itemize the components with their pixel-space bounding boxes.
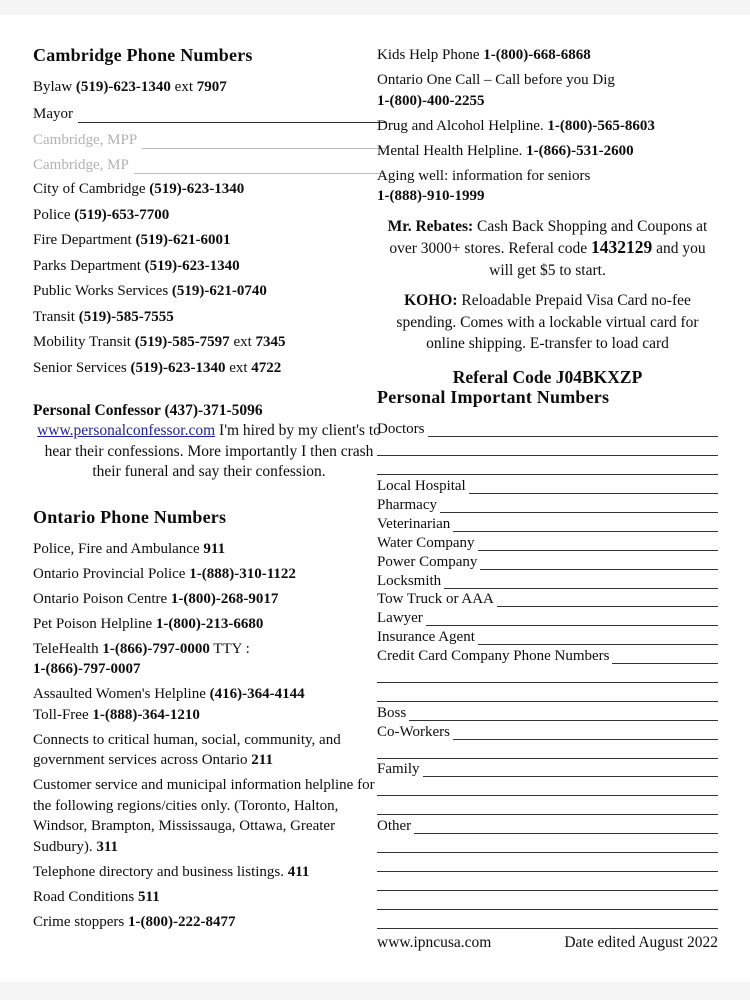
phone-entry: [33, 230, 385, 251]
personal-fill-label: Credit Card Company Phone Numbers: [377, 648, 610, 665]
footer-date: Date edited August 2022: [564, 933, 718, 951]
phone-number: (519)-621-0740: [171, 283, 267, 299]
helpline-phone-list: [377, 45, 718, 207]
personal-blank-line: [377, 796, 718, 815]
phone-number: (519)-623-1340: [75, 79, 171, 95]
fill-in-line: [612, 646, 718, 664]
personal-confessor-ad: [33, 400, 385, 483]
fill-in-line: [78, 106, 385, 123]
phone-number: 1-(800)-268-9017: [170, 590, 279, 607]
personal-fill-label: Tow Truck or AAA: [377, 591, 494, 608]
personal-confessor-heading: Personal Confessor (437)-371-5096: [33, 402, 263, 419]
phone-number: 1-(800)-222-8477: [128, 913, 236, 930]
entry-text: Bylaw: [33, 79, 76, 95]
entry-text: TeleHealth: [33, 640, 103, 657]
entry-text: Parks Department: [33, 257, 145, 274]
entry-text: Drug and Alcohol Helpline.: [377, 117, 548, 134]
entry-line: [33, 659, 385, 680]
entry-text: Police, Fire and Ambulance: [33, 540, 204, 557]
mr-rebates-promo: [377, 216, 718, 282]
personal-fill-label: Insurance Agent: [377, 629, 475, 646]
fill-in-line: [377, 854, 718, 872]
entry-line: [377, 166, 718, 187]
personal-fill-row: [377, 419, 718, 438]
phone-number: 1-(888)-910-1999: [377, 188, 485, 204]
personal-fill-row: [377, 513, 718, 532]
fill-in-line: [478, 533, 718, 551]
phone-number: 1-(866)-797-0000: [102, 640, 210, 657]
background-band-top: [0, 0, 750, 15]
fill-in-line: [480, 552, 718, 570]
footer-website: www.ipncusa.com: [377, 933, 492, 951]
fill-in-line: [469, 476, 718, 494]
personal-blank-line: [377, 853, 718, 872]
personal-blank-line: [377, 777, 718, 796]
personal-blank-line: [377, 456, 718, 475]
entry-line: [377, 70, 718, 91]
entry-text: Ontario Provincial Police: [33, 565, 190, 582]
personal-fill-label: Local Hospital: [377, 478, 466, 495]
personal-confessor-link[interactable]: www.personalconfessor.com: [37, 422, 216, 439]
entry-line: [33, 230, 385, 251]
phone-number: KOHO:: [404, 292, 458, 309]
phone-number: (519)-585-7597: [134, 334, 230, 350]
personal-numbers-title: Personal Important Numbers: [377, 386, 610, 407]
personal-blank-line: [377, 683, 718, 702]
ontario-phone-list: [33, 539, 385, 933]
phone-number: 411: [287, 863, 310, 880]
entry-line: [33, 179, 385, 200]
entry-text: City of Cambridge: [33, 181, 150, 197]
personal-fill-label: Water Company: [377, 534, 475, 551]
entry-text: Crime stoppers: [33, 913, 128, 930]
entry-text: Telephone directory and business listings.: [33, 863, 288, 880]
phone-number: 511: [138, 888, 160, 905]
phone-entry: [33, 564, 385, 585]
entry-line: [33, 912, 385, 933]
fill-in-line: [377, 457, 718, 475]
phone-number: 7907: [196, 79, 227, 95]
entry-line: [33, 564, 385, 585]
entry-text: Mobility Transit: [33, 334, 135, 350]
fill-in-line: [142, 132, 385, 149]
entry-line: [33, 614, 385, 635]
fill-in-label: Cambridge, MPP: [33, 131, 138, 148]
fill-in-line: [377, 835, 718, 853]
entry-text: and you will get $5 to start.: [489, 240, 706, 279]
phone-number: 1-(800)-213-6680: [155, 615, 264, 632]
personal-blank-line: [377, 740, 718, 759]
phone-entry: [33, 730, 385, 771]
entry-text: Road Conditions: [33, 888, 139, 905]
personal-fill-row: [377, 532, 718, 551]
personal-fill-row: [377, 494, 718, 513]
entry-text: Reloadable Prepaid Visa Card no-fee spending. Comes with a lockable virtual card for online shipping. E-transfer to load card: [396, 292, 699, 352]
phone-number: 4722: [251, 359, 282, 376]
entry-line: [377, 141, 718, 162]
phone-number: 7345: [255, 334, 286, 350]
phone-number: (519)-585-7555: [78, 308, 174, 325]
entry-text: Ontario Poison Centre: [33, 590, 171, 607]
entry-text: Pet Poison Helpline: [33, 615, 156, 632]
entry-text: Connects to critical human, social, community, and government services across Ontario: [33, 731, 341, 768]
entry-line: [33, 281, 385, 302]
personal-fill-label: Boss: [377, 704, 407, 721]
fill-in-label: Mayor: [33, 106, 73, 122]
phone-entry: [33, 862, 385, 883]
entry-line: [377, 116, 718, 137]
entry-text: Mental Health Helpline.: [377, 142, 527, 159]
entry-line: [33, 862, 385, 883]
personal-fill-row: [377, 645, 718, 664]
entry-text: Transit: [33, 308, 79, 325]
fill-in-line: [377, 873, 718, 891]
personal-fill-row: [377, 570, 718, 589]
phone-entry: [33, 887, 385, 908]
phone-number: (519)-621-6001: [135, 232, 231, 248]
personal-fill-label: Lawyer: [377, 610, 423, 627]
fill-in-line: [377, 684, 718, 702]
phone-entry: [33, 639, 385, 680]
entry-text: Customer service and municipal information helpline for the following regions/cities only. (Toronto, Halton, Windsor, Brampton, Mississauga, Ottawa, Greater Sudbury).: [33, 777, 375, 855]
entry-text: Toll-Free: [33, 706, 93, 723]
personal-fill-label: Locksmith: [377, 572, 442, 589]
fill-in-row: [33, 154, 385, 175]
phone-number: (519)-623-1340: [144, 257, 240, 274]
fill-in-line: [377, 665, 718, 683]
phone-entry: [377, 166, 718, 207]
personal-fill-row: [377, 607, 718, 626]
entry-line: [33, 684, 385, 705]
right-column: [377, 45, 718, 953]
entry-line: [33, 705, 385, 726]
entry-line: [377, 45, 718, 66]
fill-in-line: [414, 816, 718, 834]
entry-text: Senior Services: [33, 359, 131, 376]
personal-fill-label: Co-Workers: [377, 723, 450, 740]
entry-text: Cash Back Shopping and Coupons at over 3000+ stores. Referal code: [389, 217, 708, 257]
phone-entry: [33, 332, 385, 353]
fill-in-line: [497, 589, 718, 607]
entry-line: [33, 887, 385, 908]
entry-line: [33, 639, 385, 660]
phone-number: Mr. Rebates:: [387, 217, 474, 235]
phone-number: 311: [96, 838, 119, 855]
fill-in-line: [409, 703, 718, 721]
fill-in-line: [428, 419, 719, 437]
phone-entry: [377, 116, 718, 137]
personal-fill-label: Pharmacy: [377, 496, 437, 513]
phone-entry: [33, 281, 385, 302]
fill-in-label: Cambridge, MP: [33, 157, 129, 173]
entry-line: [377, 91, 718, 112]
entry-text: Ontario One Call – Call before you Dig: [377, 72, 615, 88]
entry-text: Police: [33, 206, 75, 223]
personal-fill-row: [377, 815, 718, 834]
phone-number: 911: [203, 540, 226, 557]
phone-entry: [33, 912, 385, 933]
phone-number: (519)-653-7700: [74, 206, 170, 223]
entry-text: Kids Help Phone: [377, 47, 484, 63]
entry-line: [33, 775, 385, 857]
phone-entry: [33, 614, 385, 635]
personal-fill-row: [377, 551, 718, 570]
fill-in-line: [440, 495, 718, 513]
entry-text: ext: [225, 359, 252, 376]
personal-fill-label: Power Company: [377, 553, 478, 570]
personal-fill-row: [377, 759, 718, 778]
entry-text: ext: [170, 79, 197, 95]
entry-line: [33, 539, 385, 560]
phone-number: 1-(866)-531-2600: [526, 142, 634, 159]
background-band-bottom: [0, 982, 750, 1000]
cambridge-section-title: Cambridge Phone Numbers: [33, 45, 253, 65]
cambridge-phone-list: [33, 77, 385, 378]
phone-entry: [33, 179, 385, 200]
personal-blank-line: [377, 437, 718, 456]
entry-line: [33, 205, 385, 226]
phone-number: 1-(888)-364-1210: [92, 706, 200, 723]
entry-text: TTY :: [209, 640, 250, 657]
phone-entry: [377, 45, 718, 66]
phone-number: (519)-623-1340: [130, 359, 226, 376]
entry-line: [33, 358, 385, 379]
phone-number: (416)-364-4144: [209, 686, 305, 702]
personal-fill-row: [377, 721, 718, 740]
entry-line: [33, 332, 385, 353]
left-column: [33, 45, 385, 937]
phone-number: 1432129: [590, 237, 653, 257]
koho-promo: [377, 290, 718, 355]
personal-blank-line: [377, 891, 718, 910]
entry-line: [33, 589, 385, 610]
fill-in-line: [377, 778, 718, 796]
phone-entry: [377, 70, 718, 111]
phone-entry: [33, 589, 385, 610]
fill-in-line: [377, 911, 718, 929]
entry-line: [33, 77, 385, 98]
entry-line: [33, 307, 385, 328]
phone-entry: [33, 77, 385, 98]
fill-in-line: [426, 608, 718, 626]
phone-number: 1-(888)-310-1122: [189, 565, 296, 582]
personal-fill-label: Other: [377, 818, 412, 835]
entry-line: [33, 256, 385, 277]
entry-line: [33, 730, 385, 771]
fill-in-line: [478, 627, 718, 645]
ontario-section-title: Ontario Phone Numbers: [33, 506, 227, 527]
personal-blank-line: [377, 872, 718, 891]
personal-fill-label: Doctors: [377, 421, 425, 438]
phone-number: 211: [251, 752, 273, 768]
entry-text: Assaulted Women's Helpline: [33, 686, 210, 702]
fill-in-line: [423, 759, 718, 777]
phone-entry: [33, 684, 385, 725]
entry-text: Public Works Services: [33, 283, 172, 299]
phone-entry: [377, 141, 718, 162]
phone-entry: [33, 358, 385, 379]
personal-fill-row: [377, 626, 718, 645]
page-footer: [377, 933, 718, 953]
entry-text: Fire Department: [33, 232, 136, 248]
fill-in-line: [453, 722, 718, 740]
fill-in-line: [377, 892, 718, 910]
personal-numbers-form: [377, 419, 718, 929]
personal-fill-row: [377, 589, 718, 608]
fill-in-row: [33, 103, 385, 124]
fill-in-line: [444, 571, 718, 589]
entry-text: ext: [229, 334, 256, 350]
phone-number: 1-(800)-400-2255: [377, 92, 485, 109]
phone-entry: [33, 205, 385, 226]
fill-in-line: [377, 741, 718, 759]
fill-in-line: [377, 797, 718, 815]
entry-text: Aging well: information for seniors: [377, 167, 591, 184]
fill-in-line: [377, 438, 718, 456]
phone-entry: [33, 775, 385, 857]
personal-fill-label: Family: [377, 761, 420, 778]
phone-number: 1-(800)-565-8603: [547, 117, 655, 134]
phone-number: (519)-623-1340: [149, 181, 245, 197]
phone-entry: [33, 256, 385, 277]
fill-in-line: [134, 157, 385, 174]
personal-confessor-body: [31, 421, 387, 483]
phone-entry: [33, 307, 385, 328]
fill-in-line: [453, 514, 718, 532]
phone-entry: [33, 539, 385, 560]
phone-number: 1-(800)-668-6868: [483, 47, 591, 63]
personal-fill-row: [377, 475, 718, 494]
personal-blank-line: [377, 664, 718, 683]
personal-confessor-text: I'm hired by my client's to hear their confessions. More importantly I then crash their funeral and say their confession.: [44, 422, 381, 480]
personal-blank-line: [377, 910, 718, 929]
personal-fill-row: [377, 702, 718, 721]
fill-in-row: [33, 128, 385, 149]
personal-blank-line: [377, 834, 718, 853]
personal-fill-label: Veterinarian: [377, 515, 451, 532]
phone-number: 1-(866)-797-0007: [33, 661, 141, 677]
entry-line: [377, 186, 718, 207]
koho-referral-code: Referal Code J04BKXZP: [452, 366, 643, 387]
